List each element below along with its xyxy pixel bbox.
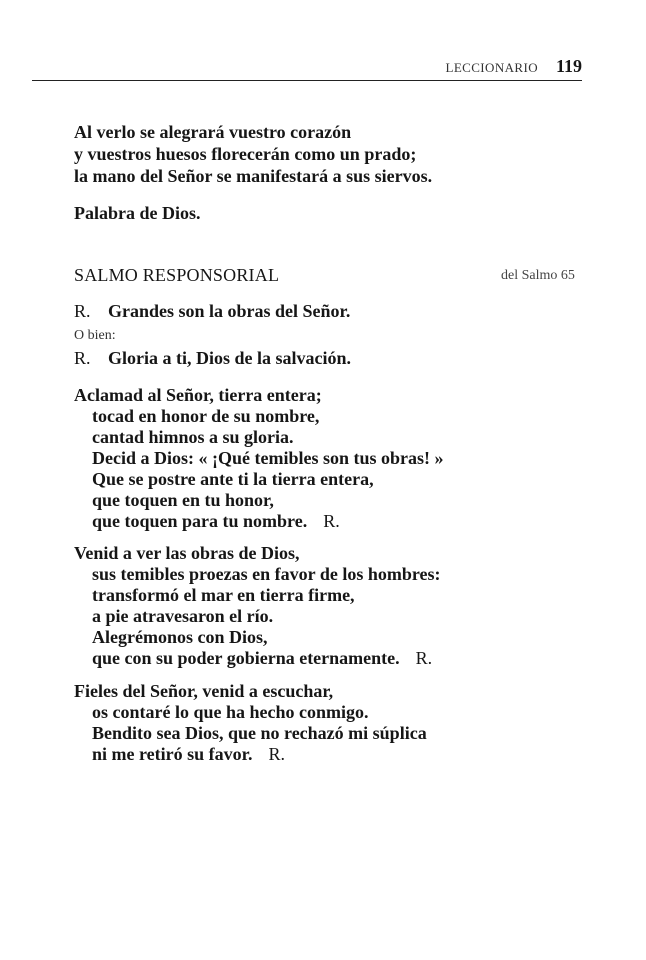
alternative-label: O bien: bbox=[74, 328, 116, 343]
reading-line: la mano del Señor se manifestará a sus siervos. bbox=[74, 166, 433, 186]
stanza-line: Bendito sea Dios, que no rechazó mi súplica bbox=[92, 723, 427, 743]
stanza-line-with-response bbox=[92, 743, 285, 765]
response-line-1 bbox=[74, 300, 350, 322]
stanza-line-with-response bbox=[92, 510, 340, 532]
psalm-title: SALMO RESPONSORIAL bbox=[74, 265, 280, 285]
stanza-line: Decid a Dios: « ¡Qué temibles son tus obras! » bbox=[92, 448, 444, 468]
reading-line: Al verlo se alegrará vuestro corazón bbox=[74, 122, 352, 142]
stanza-line-with-response bbox=[92, 647, 432, 669]
stanza-line: transformó el mar en tierra firme, bbox=[92, 585, 355, 605]
stanza-line: Venid a ver las obras de Dios, bbox=[74, 543, 300, 563]
stanza-line: cantad himnos a su gloria. bbox=[92, 427, 294, 447]
stanza-text: ni me retiró su favor. bbox=[92, 744, 253, 764]
running-head: LECCIONARIO bbox=[445, 60, 538, 75]
stanza-line: Alegrémonos con Dios, bbox=[92, 627, 268, 647]
response-symbol: R. bbox=[268, 744, 285, 764]
stanza-line: que toquen en tu honor, bbox=[92, 490, 274, 510]
stanza-line: sus temibles proezas en favor de los hombres: bbox=[92, 564, 441, 584]
response-line-2 bbox=[74, 347, 351, 369]
stanza-line: tocad en honor de su nombre, bbox=[92, 406, 320, 426]
psalm-source: del Salmo 65 bbox=[501, 268, 575, 283]
stanza-line: Que se postre ante ti la tierra entera, bbox=[92, 469, 374, 489]
page-number: 119 bbox=[555, 56, 582, 76]
response-text: Gloria a ti, Dios de la salvación. bbox=[108, 348, 351, 368]
stanza-text: que con su poder gobierna eternamente. bbox=[92, 648, 400, 668]
response-symbol: R. bbox=[74, 348, 91, 368]
page-header bbox=[32, 56, 582, 81]
stanza-line: a pie atravesaron el río. bbox=[92, 606, 274, 626]
response-symbol: R. bbox=[323, 511, 340, 531]
reading-line: y vuestros huesos florecerán como un prado; bbox=[74, 144, 417, 164]
stanza-line: Fieles del Señor, venid a escuchar, bbox=[74, 681, 334, 701]
closing-acclamation: Palabra de Dios. bbox=[74, 203, 201, 223]
stanza-text: que toquen para tu nombre. bbox=[92, 511, 308, 531]
stanza-line: os contaré lo que ha hecho conmigo. bbox=[92, 702, 369, 722]
response-text: Grandes son la obras del Señor. bbox=[108, 301, 351, 321]
stanza-line: Aclamad al Señor, tierra entera; bbox=[74, 385, 322, 405]
response-symbol: R. bbox=[74, 301, 91, 321]
response-symbol: R. bbox=[415, 648, 433, 668]
